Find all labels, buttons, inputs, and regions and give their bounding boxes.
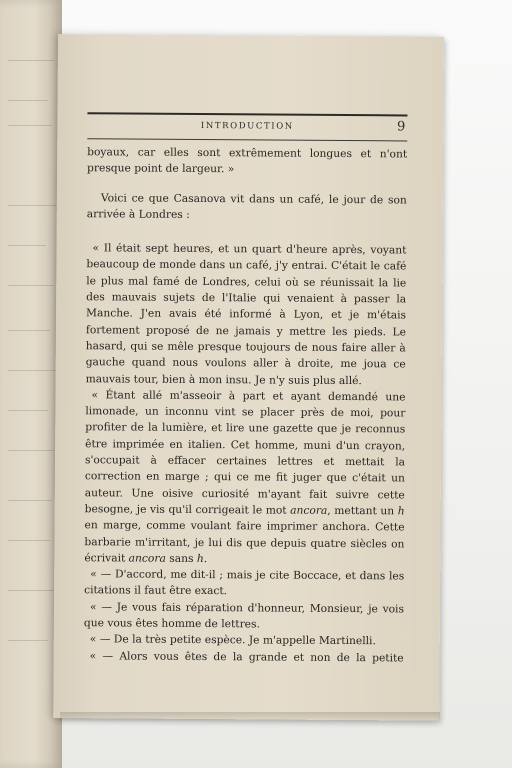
- running-head: [87, 120, 407, 138]
- ghost-text-line: [8, 540, 50, 541]
- page-shadow: [60, 712, 440, 722]
- paragraph-continuation: boyaux, car elles sont extrêmement longues et n'ont presque point de largeur. »: [87, 145, 408, 176]
- ghost-text-line: [8, 60, 54, 61]
- paragraph-dialog-4: « — Alors vous êtes de la grande et non de la petite: [89, 648, 404, 665]
- body-text: [84, 144, 408, 666]
- ghost-text-line: [8, 205, 56, 206]
- ghost-text-line: [8, 500, 52, 501]
- book-page: [53, 34, 444, 721]
- paragraph-intro: Voici ce que Casanova vit dans un café, le jour de son arrivée à Londres :: [86, 190, 407, 221]
- ghost-text-line: [8, 330, 50, 331]
- paragraph-quote-cafe: « Il était sept heures, et un quart d'heure après, voyant beaucoup de monde dans un café, j'y entrai. C'était le café le plus mal famé de Londres, celui où se réunissait la lie des mauvais sujets de l'Italie qui venaient à passer la Manche. J'en avais été informé à Lyon, et je m'étais fortement proposé de ne jamais y mettre les pieds. Le hasard, qui se mêle presque toujours de nous faire aller à gauche quand nous voulons aller à droite, me joua ce mauvais tour, bien à mon insu. Je n'y suis plus allé.: [85, 241, 407, 387]
- ghost-text-line: [8, 125, 52, 126]
- ghost-text-line: [8, 370, 56, 371]
- paragraph-dialog-2: « — Je vous fais réparation d'honneur, Monsieur, je vois que vous êtes homme de lettres.: [83, 599, 405, 631]
- ghost-text-line: [8, 100, 48, 101]
- ghost-text-line: [8, 245, 46, 246]
- ghost-text-line: [8, 450, 54, 451]
- ghost-text-line: [8, 285, 54, 286]
- paragraph-dialog-3: « — De la très petite espèce. Je m'appelle Martinelli.: [89, 632, 376, 648]
- paragraph-quote-gazette: « Étant allé m'asseoir à part et ayant demandé une limonade, un inconnu vint se placer près de moi, pour profiter de la lumière, et lire une gazette que je reconnus être imprimée en italien. Cet homme, muni d'un crayon, s'occupait à effacer certaines lettres et mettait la correction en marge ; qui ce me fit juger que c'était un auteur. Une oisive curiosité m'ayant fait suivre cette besogne, je vis qu'il corrigeait le mot ancora, mettant un h en marge, comme voulant faire imprimer anchora. Cette barbarie m'irritant, je lui dis que depuis quatre siècles on écrivait ancora sans h.: [84, 388, 406, 565]
- header-rule-thick: [87, 112, 407, 116]
- paragraph-dialog-1: « — D'accord, me dit-il ; mais je cite Boccace, et dans les citations il faut être exact.: [84, 567, 405, 598]
- ghost-text-line: [8, 640, 48, 641]
- header-rule-thin: [87, 138, 407, 141]
- running-title: INTRODUCTION: [200, 120, 294, 132]
- page-number: 9: [397, 119, 406, 135]
- ghost-text-line: [8, 410, 48, 411]
- ghost-text-line: [8, 590, 54, 591]
